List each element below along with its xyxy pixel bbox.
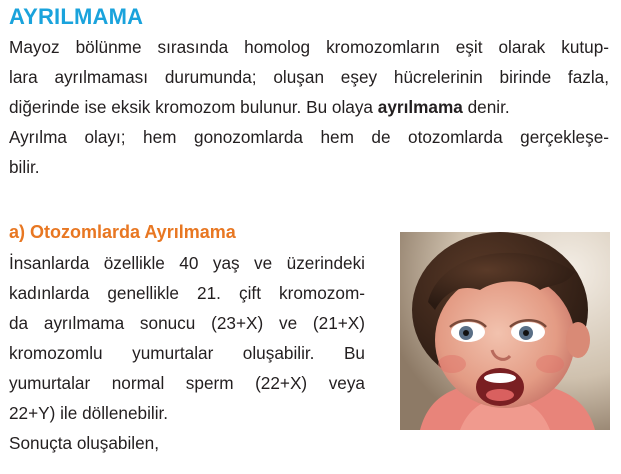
section-line-7: Sonuçta oluşabilen, [9, 433, 160, 453]
intro-line-3 [9, 97, 510, 118]
intro-line-3-text: diğerinde ise eksik kromozom bulunur. Bu olaya [9, 97, 378, 117]
intro-line-4: Ayrılma olayı; hem gonozomlarda hem de otozomlarda gerçekleşe- [9, 127, 609, 147]
section-line-3: da ayrılmama sonucu (23+X) ve (21+X) [9, 313, 365, 333]
intro-line-3-end: denir. [462, 97, 510, 117]
section-line-6: 22+Y) ile döllenebilir. [9, 403, 169, 423]
section-line-5: yumurtalar normal sperm (22+X) veya [9, 373, 365, 393]
page-title: AYRILMAMA [9, 4, 144, 29]
child-photo [400, 232, 610, 430]
section-heading: a) Otozomlarda Ayrılmama [9, 222, 236, 242]
intro-line-2: lara ayrılmaması durumunda; oluşan eşey hücrelerinin birinde fazla, [9, 67, 609, 87]
child-portrait-icon [400, 232, 610, 430]
section-line-4: kromozomlu yumurtalar oluşabilir. Bu [9, 343, 365, 363]
section-line-2: kadınlarda genellikle 21. çift kromozom- [9, 283, 365, 303]
section-line-1: İnsanlarda özellikle 40 yaş ve üzerindeki [9, 253, 365, 273]
intro-line-5: bilir. [9, 157, 40, 177]
intro-line-1: Mayoz bölünme sırasında homolog kromozomların eşit olarak kutup- [9, 37, 609, 57]
highlighted-term: ayrılmama [377, 97, 463, 117]
